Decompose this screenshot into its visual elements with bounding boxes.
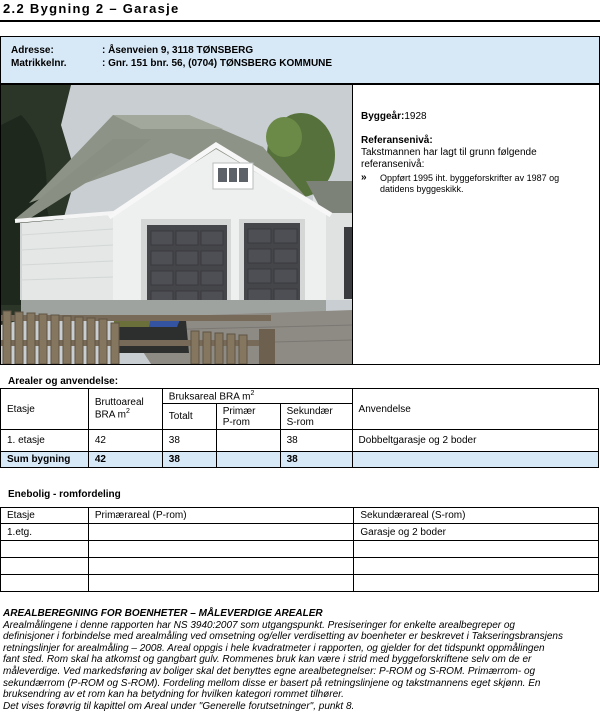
rooms-primaer: [88, 558, 354, 575]
header-primaer: [216, 404, 280, 430]
sum-brutto: 42: [88, 452, 162, 468]
rooms-etasje: [1, 558, 89, 575]
header-totalt: Totalt: [162, 404, 216, 430]
rooms-etasje: [1, 541, 89, 558]
header-etasje: Etasje: [1, 389, 89, 430]
header-brutto-line2: [95, 408, 162, 420]
rooms-header-sekundaer: Sekundærareal (S-rom): [354, 508, 599, 524]
rooms-sekundaer: Garasje og 2 boder: [354, 524, 599, 541]
sum-etasje: Sum bygning: [1, 452, 89, 468]
table-row: [1, 558, 599, 575]
address-label: Adresse:: [11, 45, 54, 56]
table-row: [1, 524, 599, 541]
row-brutto: 42: [88, 430, 162, 452]
build-year-value: 1928: [404, 111, 427, 122]
notes-line: Det vises forøvrig til kapittel om Areal under "Generelle forutsetninger", punkt 8.: [3, 700, 355, 712]
header-brutto-line1: Bruttoareal: [94, 397, 144, 409]
building-info-box: [352, 84, 600, 365]
section-heading: 2.2 Bygning 2 – Garasje: [3, 1, 180, 16]
header-bruks-sup: 2: [250, 389, 255, 397]
row-primaer: [216, 430, 280, 452]
rooms-primaer: [88, 541, 354, 558]
row-etasje: 1. etasje: [1, 430, 89, 452]
rooms-etasje: [1, 575, 89, 592]
rooms-sekundaer: [354, 575, 599, 592]
header-sekundaer-1: Sekundær: [286, 405, 333, 417]
garage-photo: [0, 84, 353, 365]
build-year-label: Byggeår:: [361, 111, 405, 122]
reference-level-label: Referansenivå:: [361, 135, 433, 146]
row-sekundaer: 38: [280, 430, 352, 452]
address-row: [11, 45, 253, 56]
notes-line: bruksendring av et rom kan ha betydning for hvilken kategori rommet tilhører.: [3, 689, 344, 701]
reference-text-2: referansenivå:: [361, 159, 425, 170]
table-row: [1, 575, 599, 592]
header-sekundaer-2: S-rom: [286, 416, 314, 428]
rooms-etasje: 1.etg.: [1, 524, 89, 541]
areas-table: [0, 388, 599, 468]
sum-sekundaer: 38: [280, 452, 352, 468]
rooms-title: Enebolig - romfordeling: [8, 489, 121, 500]
cadastre-value: : Gnr. 151 bnr. 56, (0704) TØNSBERG KOMMUNE: [102, 58, 333, 69]
rooms-header-primaer: Primærareal (P-rom): [88, 508, 354, 524]
rooms-sekundaer: [354, 558, 599, 575]
address-value: : Åsenveien 9, 3118 TØNSBERG: [102, 45, 254, 56]
build-year-line: [361, 111, 427, 122]
header-anvendelse: Anvendelse: [352, 389, 598, 430]
row-anvendelse: Dobbeltgarasje og 2 boder: [352, 430, 598, 452]
reference-text-1: Takstmannen har lagt til grunn følgende: [361, 147, 537, 158]
rooms-sekundaer: [354, 541, 599, 558]
area-calculation-notes: [3, 608, 597, 712]
garage-photo-icon: [1, 85, 353, 364]
heading-rule: [0, 20, 600, 22]
double-chevron-right-icon: »: [361, 172, 367, 183]
notes-line: sekundærrom (P-ROM og S-ROM). Fordeling mellom disse er basert på retningslinjene og takstmannens eget skjønn. En: [3, 677, 541, 689]
header-brutto-unit: BRA m: [94, 409, 126, 421]
notes-line: retningslinjer for arealmåling – 2008. Areal oppgis i hele kvadratmeter i rapporten, og gjelder for det tidspunkt oppmålingen: [3, 642, 545, 654]
bullet-line-1: Oppført 1995 iht. byggeforskrifter av 1987 og: [380, 173, 560, 183]
header-brutto-sup: 2: [125, 408, 130, 416]
notes-line: måleverdige. Ved markedsføring av boliger skal det benyttes egne arealbetegnelser: P-ROM og S-ROM. Primærrom- og: [3, 665, 536, 677]
sum-primaer: [216, 452, 280, 468]
bullet-line-2: datidens byggeskikk.: [380, 184, 464, 194]
table-row: [1, 541, 599, 558]
address-box: [0, 36, 600, 84]
notes-title: AREALBEREGNING FOR BOENHETER – MÅLEVERDIGE AREALER: [3, 608, 323, 619]
rooms-header-row: [1, 508, 599, 524]
header-sekundaer: [280, 404, 352, 430]
header-primaer-2: P-rom: [222, 416, 250, 428]
sum-anvendelse: [352, 452, 598, 468]
header-bruks-label: Bruksareal BRA m: [168, 391, 251, 403]
cadastre-label: Matrikkelnr.: [11, 58, 67, 69]
notes-line: fant sted. Rom skal ha atkomst og gangbart gulv. Rommenes bruk kan være i strid med byggeforskriftene selv om de er: [3, 654, 532, 666]
reference-bullet: [361, 173, 591, 195]
notes-line: definisjoner i forbindelse med arealmåling ved omsetning og/eller verdisetting av boenheter er beskrevet i Takseringsbransjens: [3, 631, 563, 643]
rooms-primaer: [88, 524, 354, 541]
notes-line: Arealmålingene i denne rapporten har NS 3940:2007 som utgangspunkt. Presiseringer for enkelte arealbegreper og: [3, 619, 515, 631]
rooms-header-etasje: Etasje: [1, 508, 89, 524]
cadastre-row: [11, 58, 332, 69]
areas-title: Arealer og anvendelse:: [8, 376, 119, 387]
row-totalt: 38: [162, 430, 216, 452]
header-primaer-1: Primær: [222, 405, 256, 417]
header-bruksareal: [162, 389, 352, 404]
rooms-primaer: [88, 575, 354, 592]
sum-totalt: 38: [162, 452, 216, 468]
table-row: [1, 430, 599, 452]
header-bruttoareal: [88, 389, 162, 430]
sum-row: [1, 452, 599, 468]
rooms-table: [0, 507, 599, 592]
